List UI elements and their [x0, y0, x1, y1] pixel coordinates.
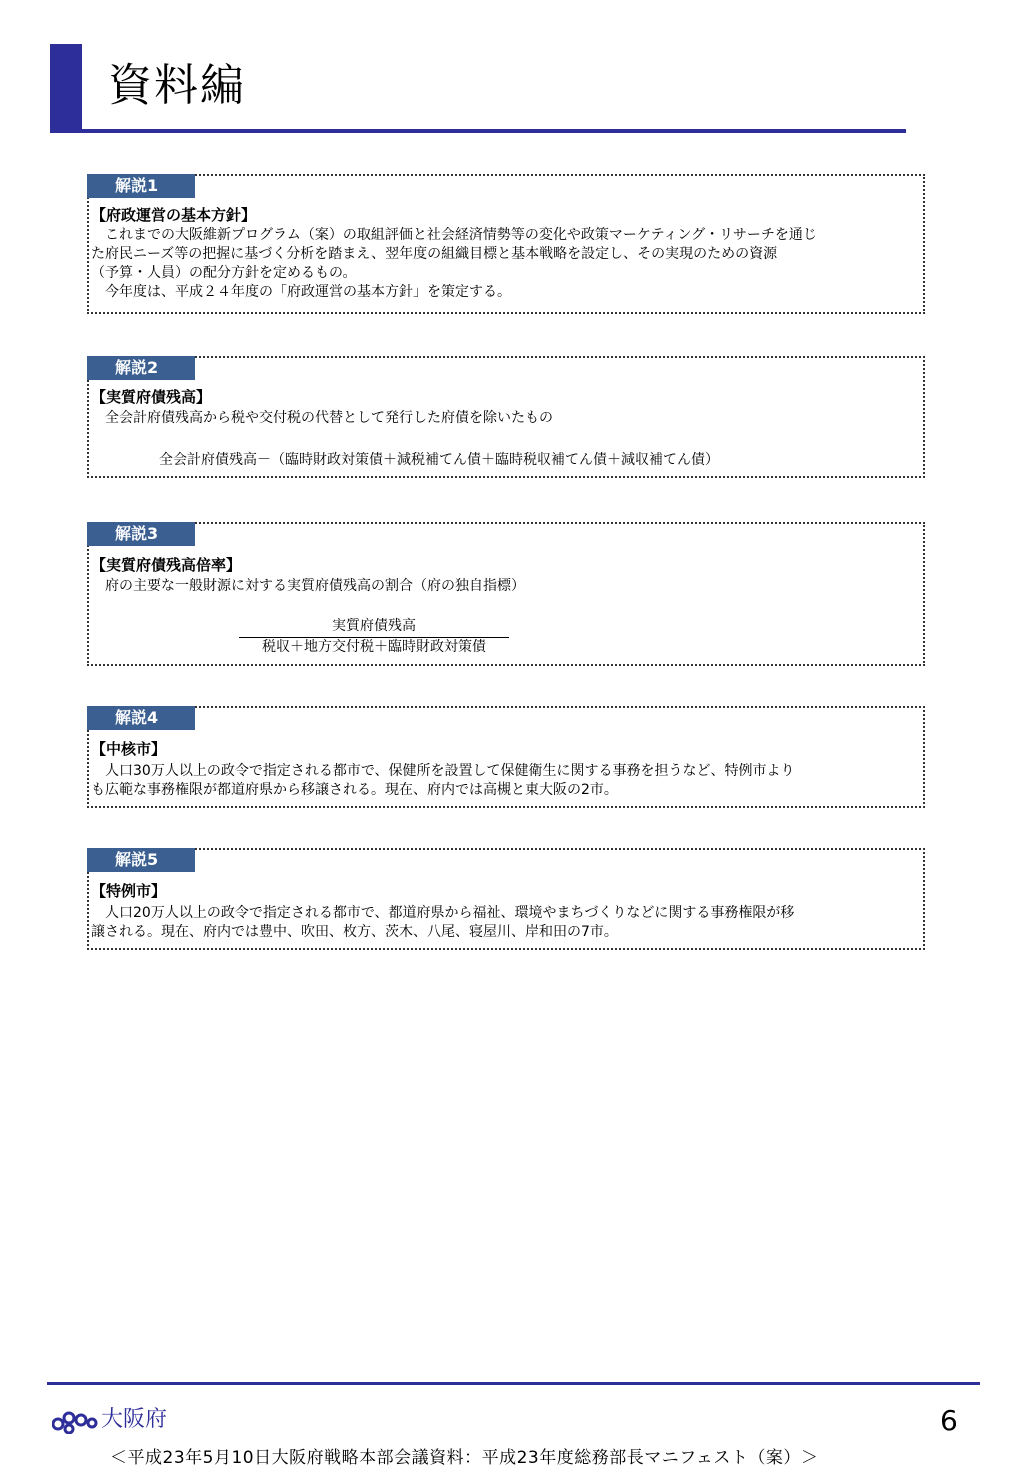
explanation-heading: 【特例市】	[91, 882, 167, 900]
org-name: 大阪府	[101, 1407, 168, 1432]
explanation-tag: 解説3	[87, 522, 195, 546]
osaka-prefecture-emblem-icon	[52, 1410, 98, 1438]
formula-text: 全会計府債残高－（臨時財政対策債＋減税補てん債＋臨時税収補てん債＋減収補てん債）	[159, 452, 719, 468]
explanation-tag: 解説4	[87, 706, 195, 730]
explanation-body: 全会計府債残高から税や交付税の代替として発行した府債を除いたもの	[91, 410, 553, 426]
explanation-tag: 解説5	[87, 848, 195, 872]
page-title: 資料編	[108, 60, 246, 111]
ratio-fraction	[239, 617, 509, 657]
explanation-box-4	[87, 706, 925, 808]
explanation-body: 府の主要な一般財源に対する実質府債残高の割合（府の独自指標）	[91, 578, 525, 594]
explanation-body: これまでの大阪維新プログラム（案）の取組評価と社会経済情勢等の変化や政策マーケティング・リサーチを通じ た府民ニーズ等の把握に基づく分析を踏まえ、翌年度の組織目標と基本戦略を設定し、その実現のための資源 （予算・人員）の配分方針を定めるもの。 今年度は、平成２４年度の「府政運営の基本方針」を策定する。	[91, 227, 817, 300]
footer-divider	[47, 1382, 980, 1385]
title-accent-bar	[50, 44, 82, 132]
explanation-heading: 【実質府債残高倍率】	[91, 556, 242, 574]
explanation-body: 人口20万人以上の政令で指定される都市で、都道府県から福祉、環境やまちづくりなどに関する事務権限が移 譲される。現在、府内では豊中、吹田、枚方、茨木、八尾、寝屋川、岸和田の7市。	[91, 905, 795, 940]
fraction-numerator: 実質府債残高	[239, 617, 509, 638]
title-underline	[50, 129, 906, 133]
explanation-box-3	[87, 522, 925, 666]
footer-caption: ＜平成23年5月10日大阪府戦略本部会議資料：平成23年度総務部長マニフェスト（案）＞	[110, 1448, 819, 1468]
explanation-tag: 解説2	[87, 356, 195, 380]
explanation-heading: 【実質府債残高】	[91, 388, 212, 406]
explanation-body: 人口30万人以上の政令で指定される都市で、保健所を設置して保健衛生に関する事務を担うなど、特例市より も広範な事務権限が都道府県から移譲される。現在、府内では高槻と東大阪の2市。	[91, 763, 795, 798]
fraction-denominator: 税収＋地方交付税＋臨時財政対策債	[262, 639, 486, 655]
explanation-heading: 【中核市】	[91, 740, 167, 758]
explanation-tag: 解説1	[87, 174, 195, 198]
explanation-box-1	[87, 174, 925, 314]
explanation-box-2	[87, 356, 925, 478]
explanation-heading: 【府政運営の基本方針】	[91, 206, 257, 224]
explanation-box-5	[87, 848, 925, 950]
page-number: 6	[940, 1404, 958, 1437]
